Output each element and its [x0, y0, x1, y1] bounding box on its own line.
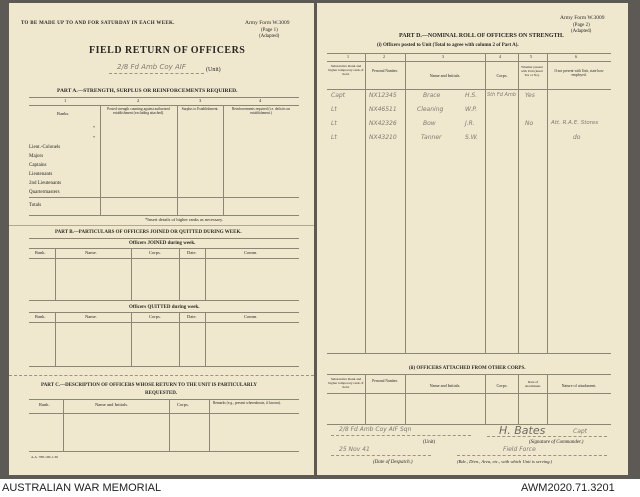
- entry-name: Bow: [423, 120, 436, 127]
- entry-initials: J.R.: [465, 120, 475, 127]
- date-label: (Date of Despatch.): [373, 460, 413, 465]
- form-page-1: TO BE MADE UP TO AND FOR SATURDAY IN EACH WEEK. Army Form W.3009 (Page 1) (Adapted) FIELD RETURN OF OFFICERS 2/8 Fd Amb Coy AIF (Unit) PART A.—STRENGTH, SURPLUS OR REINFORCEMENTS REQUIRED. 1 2 3 4 Ranks. Posted strength counting against authorized establishment (excluding attached). Surplus to Establishment. Reinforcements required (i.e. deficits on establishment.) * * Lieut.-Colonels Majors Captains Lieutenants 2nd Lieutenants Quartermasters Totals *Insert details of higher ranks as necessary. PART B.—PARTICULARS OF OFFICERS JOINED OR QUITTED DURING WEEK. Officers JOINED during week. Rank. Name. Corps. Date. Comm. Officers QUITTED during week. Rank. Name. Corps. Date. Comm. PART C.—DESCRIPTION OF OFFICERS WHOSE RETURN TO THE UNIT IS PARTICULARLY REQUESTED. Rank. Name and Initials. Corps. Remarks (e.g., present whereabouts, if known). A.A. 788-100-1-36: [9, 3, 314, 475]
- form-adapted: (Adapted): [571, 29, 592, 34]
- part-c-heading: PART C.—DESCRIPTION OF OFFICERS WHOSE RETURN TO THE UNIT IS PARTICULARLY: [41, 383, 257, 388]
- entry-number: NX43210: [369, 134, 397, 141]
- entry-employed: do: [573, 134, 581, 141]
- rank-row: Lieut.-Colonels: [29, 145, 61, 150]
- unit-label: (Unit): [206, 67, 221, 73]
- form-page-2: Army Form W.3009 (Page 2) (Adapted) PART D.—NOMINAL ROLL OF OFFICERS ON STRENGTH. (i) Officers posted to Unit (Total to agree with column 2 of Part A). 1 2 3 4 5 6 Substantive Rank and higher temporary rank, if held. Personal Number. Name and Initials. Corps. Whether present with Unit (insert Yes or No). If not present with Unit, state how employed. Capt NX12345 Brace H.S. Sth Fd Amb Yes Lt NX46511 Cleaning W.P. Lt NX42326 Bow J.R. No Att. R.A.E. Stores Lt NX43210 Tanner S.W. do (ii) OFFICERS ATTACHED FROM OTHER CORPS. Substantive Rank and higher temporary rank, if held. Personal Number. Name and Initials. Corps. Date of attachment. Nature of attachment. 2/8 Fd Amb Coy AIF Sqn (Unit) H. Bates Capt (Signature of Commander.) 25 Nov 41 (Date of Despatch.) Field Force (Bde., Divn., Area, etc., with which Unit is serving.): [317, 3, 628, 475]
- part-a-heading: PART A.—STRENGTH, SURPLUS OR REINFORCEMENTS REQUIRED.: [57, 88, 238, 94]
- rank-row: Majors: [29, 154, 44, 159]
- commander-signature: H. Bates: [499, 424, 546, 437]
- entry-name: Cleaning: [417, 106, 444, 113]
- part-c-heading-2: REQUESTED.: [145, 391, 178, 396]
- form-page: (Page 2): [573, 23, 590, 28]
- section-ii-heading: (ii) OFFICERS ATTACHED FROM OTHER CORPS.: [409, 366, 526, 371]
- form-id: Army Form W.3009: [560, 15, 605, 21]
- col-name: Name and Initials.: [429, 73, 461, 78]
- signature-rank: Capt: [573, 428, 588, 435]
- totals-row: Totals: [29, 203, 42, 208]
- entry-name: Tanner: [421, 134, 442, 141]
- unit-handwriting: 2/8 Fd Amb Coy AIF: [117, 63, 186, 71]
- unit-label: (Unit): [423, 440, 436, 445]
- entry-employed: Att. R.A.E. Stores: [551, 120, 599, 126]
- accession-number: AWM2020.71.3201: [521, 482, 615, 494]
- part-b-heading: PART B.—PARTICULARS OF OFFICERS JOINED OR QUITTED DURING WEEK.: [55, 230, 242, 235]
- entry-rank: Capt: [331, 92, 346, 99]
- joined-heading: Officers JOINED during week.: [129, 241, 196, 246]
- entry-number: NX12345: [369, 92, 397, 99]
- entry-rank: Lt: [331, 106, 337, 113]
- entry-rank: Lt: [331, 120, 337, 127]
- quitted-heading: Officers QUITTED during week.: [129, 305, 200, 310]
- form-id: Army Form W.3009: [245, 20, 290, 26]
- station-hand: Field Force: [503, 446, 536, 453]
- station-label: (Bde., Divn., Area, etc., with which Unit is serving.): [457, 459, 553, 464]
- form-page: (Page 1): [261, 28, 278, 33]
- col-personal-number: Personal Number.: [372, 69, 398, 73]
- entry-corps: Sth Fd Amb: [487, 92, 516, 98]
- top-note: TO BE MADE UP TO AND FOR SATURDAY IN EACH WEEK.: [21, 21, 175, 26]
- entry-present: Yes: [525, 92, 535, 99]
- col-employed: If not present with Unit, state how employed.: [554, 69, 604, 78]
- col-rank: Substantive Rank and higher temporary rank, if held.: [328, 64, 364, 77]
- entry-name: Brace: [423, 92, 441, 99]
- col-reinforcements: Reinforcements required (i.e. deficits on establishment.): [231, 107, 291, 116]
- part-a-footnote: *Insert details of higher ranks as necessary.: [145, 217, 224, 222]
- rank-row: Lieutenants: [29, 172, 53, 177]
- collection-name: AUSTRALIAN WAR MEMORIAL: [2, 482, 162, 494]
- entry-initials: W.P.: [465, 106, 478, 113]
- page-title: FIELD RETURN OF OFFICERS: [89, 45, 246, 56]
- rank-row: 2nd Lieutenants: [29, 181, 62, 186]
- printer-note: A.A. 788-100-1-36: [31, 455, 58, 459]
- col-corps: Corps.: [496, 73, 508, 78]
- col-present: Whether present with Unit (insert Yes or No).: [521, 65, 543, 77]
- rank-row: Captains: [29, 163, 47, 168]
- col-posted-strength: Posted strength counting against authorized establishment (excluding attached).: [107, 107, 170, 116]
- section-i-heading: (i) Officers posted to Unit (Total to agree with column 2 of Part A).: [377, 43, 519, 48]
- part-d-heading: PART D.—NOMINAL ROLL OF OFFICERS ON STRENGTH.: [399, 33, 564, 39]
- entry-present: No: [525, 120, 534, 127]
- entry-number: NX42326: [369, 120, 397, 127]
- unit-hand: 2/8 Fd Amb Coy AIF Sqn: [339, 426, 412, 433]
- caption-bar: [0, 479, 640, 497]
- entry-number: NX46511: [369, 106, 397, 113]
- col-surplus: Surplus to Establishment.: [181, 107, 219, 111]
- form-adapted: (Adapted): [259, 34, 280, 39]
- date-hand: 25 Nov 41: [339, 446, 370, 453]
- signature-label: (Signature of Commander.): [529, 440, 584, 445]
- rank-row: Quartermasters: [29, 190, 60, 195]
- entry-rank: Lt: [331, 134, 337, 141]
- entry-initials: S.W.: [465, 134, 479, 141]
- col-ranks: Ranks.: [57, 111, 70, 116]
- entry-initials: H.S.: [465, 92, 478, 99]
